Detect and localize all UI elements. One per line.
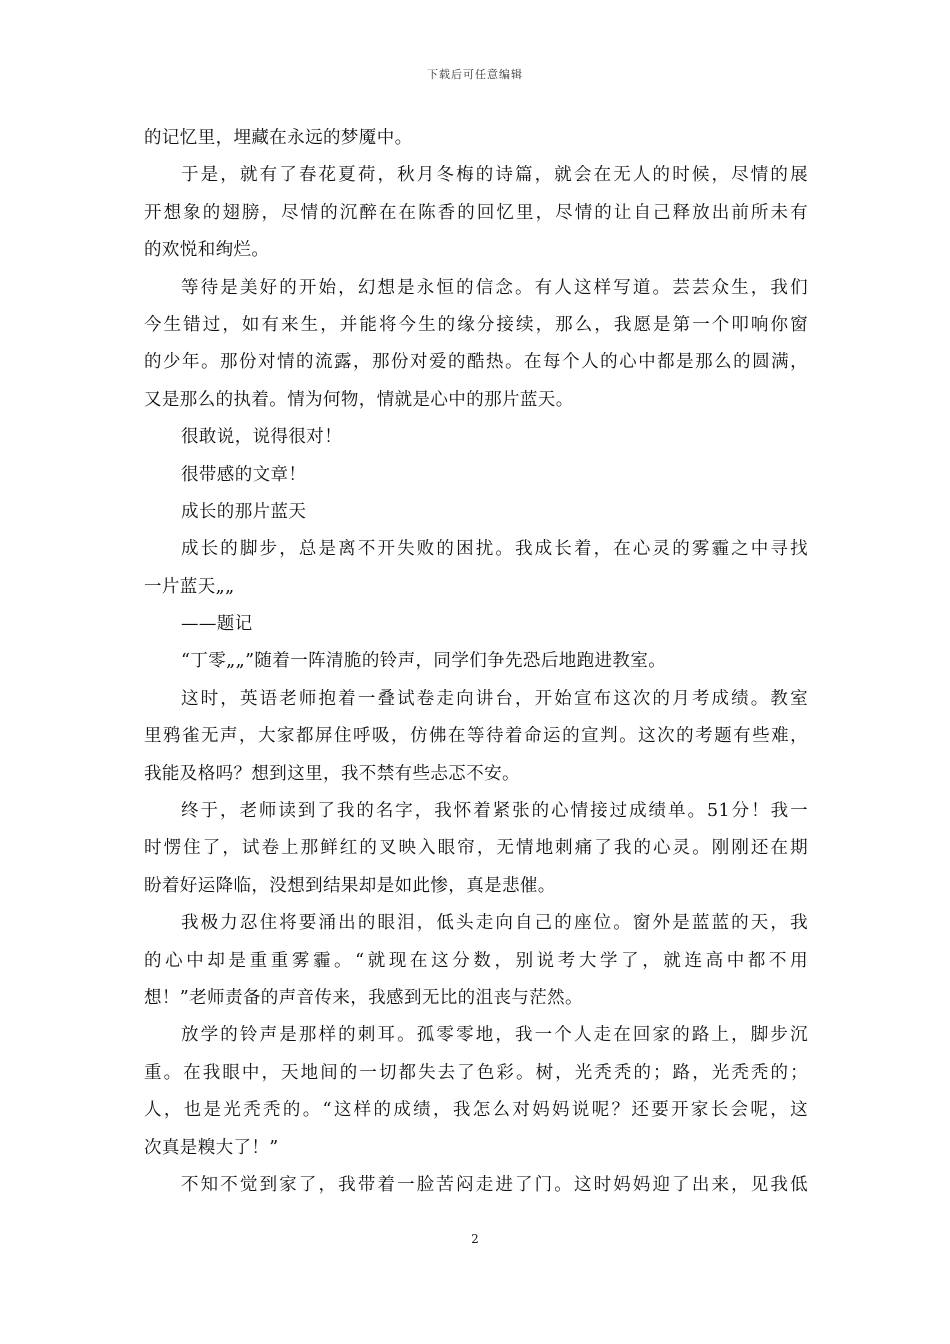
text-line: 重。在我眼中，天地间的一切都失去了色彩。树，光秃秃的；路，光秃秃的； xyxy=(144,1062,808,1083)
text-line: 又是那么的执着。情为何物，情就是心中的那片蓝天。 xyxy=(144,389,574,410)
text-line: 成长的脚步，总是离不开失败的困扰。我成长着，在心灵的雾霾之中寻找 xyxy=(181,539,808,560)
text-line: 想！”老师责备的声音传来，我感到无比的沮丧与茫然。 xyxy=(144,987,583,1008)
text-line: 等待是美好的开始，幻想是永恒的信念。有人这样写道。芸芸众生，我们 xyxy=(181,277,808,298)
text-line: 很敢说，说得很对！ xyxy=(181,427,343,448)
text-line: 我能及格吗？想到这里，我不禁有些忐忑不安。 xyxy=(144,763,520,784)
text-line: 的欢悦和绚烂。 xyxy=(144,240,270,261)
text-line: 的少年。那份对情的流露，那份对爱的酷热。在每个人的心中都是那么的圆满， xyxy=(144,352,808,373)
page-number: 2 xyxy=(471,1232,479,1246)
text-line: 人，也是光秃秃的。“这样的成绩，我怎么对妈妈说呢？还要开家长会呢，这 xyxy=(144,1100,808,1121)
text-line: 今生错过，如有来生，并能将今生的缘分接续，那么，我愿是第一个叩响你窗 xyxy=(144,314,808,335)
text-line: 很带感的文章！ xyxy=(181,464,307,485)
text-line: 的记忆里，埋藏在永远的梦魇中。 xyxy=(144,128,413,148)
text-line: “丁零„„”随着一阵清脆的铃声，同学们争先恐后地跑进教室。 xyxy=(181,651,667,672)
document-body xyxy=(144,120,808,1204)
text-line: 盼着好运降临，没想到结果却是如此惨，真是悲催。 xyxy=(144,875,556,896)
text-line: 成长的那片蓝天 xyxy=(181,501,307,522)
text-line: 这时，英语老师抱着一叠试卷走向讲台，开始宣布这次的月考成绩。教室 xyxy=(181,688,808,709)
text-line: 终于，老师读到了我的名字，我怀着紧张的心情接过成绩单。51分！我一 xyxy=(181,801,808,822)
text-line: 时愣住了，试卷上那鲜红的叉映入眼帘，无情地刺痛了我的心灵。刚刚还在期 xyxy=(144,838,808,859)
text-line: 次真是糗大了！” xyxy=(144,1137,279,1158)
text-line: 我极力忍住将要涌出的眼泪，低头走向自己的座位。窗外是蓝蓝的天，我 xyxy=(181,913,808,934)
page-header: 下载后可任意编辑 xyxy=(427,68,523,81)
text-line: 开想象的翅膀，尽情的沉醉在在陈香的回忆里，尽情的让自己释放出前所未有 xyxy=(144,202,808,223)
text-line: 于是，就有了春花夏荷，秋月冬梅的诗篇，就会在无人的时候，尽情的展 xyxy=(181,165,808,186)
text-line: 里鸦雀无声，大家都屏住呼吸，仿佛在等待着命运的宣判。这次的考题有些难， xyxy=(144,726,808,747)
text-line: 放学的铃声是那样的刺耳。孤零零地，我一个人走在回家的路上，脚步沉 xyxy=(181,1025,808,1046)
text-line: 一片蓝天„„ xyxy=(144,576,235,597)
text-line: 不知不觉到家了，我带着一脸苦闷走进了门。这时妈妈迎了出来，见我低 xyxy=(181,1174,808,1195)
text-line: 的心中却是重重雾霾。“就现在这分数，别说考大学了，就连高中都不用 xyxy=(144,950,808,971)
text-line: ——题记 xyxy=(181,614,253,635)
